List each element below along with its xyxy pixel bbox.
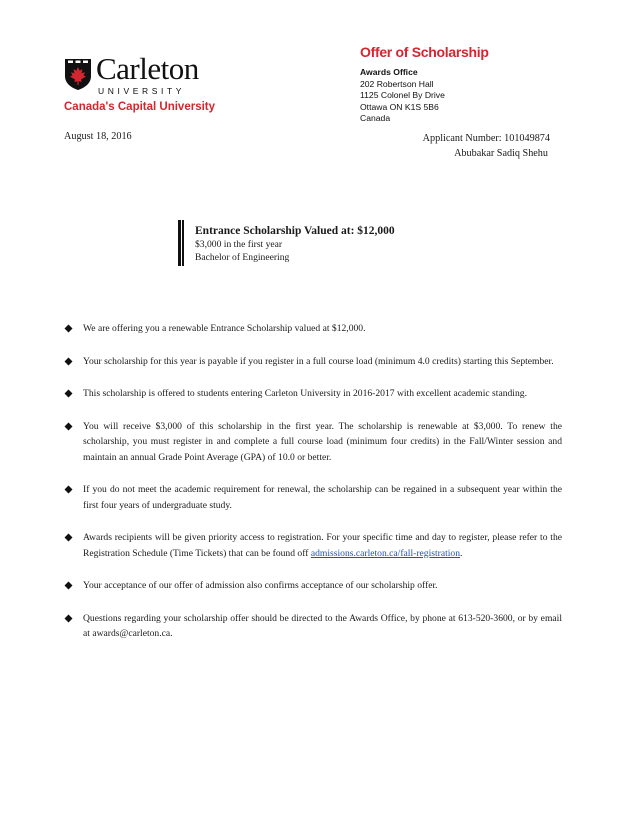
office-name: Awards Office bbox=[360, 67, 418, 77]
list-item-text: Your scholarship for this year is payable if you register in a full course load (minimum 4.0 credits) starting this September. bbox=[83, 355, 554, 367]
address-line: Ottawa ON K1S 5B6 bbox=[360, 101, 439, 112]
applicant-name: Abubakar Sadiq Shehu bbox=[454, 148, 548, 159]
address-line: 202 Robertson Hall bbox=[360, 78, 434, 89]
list-item-text: If you do not meet the academic requirement for renewal, the scholarship can be regained in a subsequent year within the first four years of undergraduate study. bbox=[83, 484, 562, 511]
office-address bbox=[360, 67, 445, 125]
list-item bbox=[64, 354, 562, 370]
letter-date: August 18, 2016 bbox=[64, 131, 132, 142]
scholarship-title: Entrance Scholarship Valued at: $12,000 bbox=[195, 225, 395, 237]
applicant-block bbox=[423, 131, 550, 161]
list-item bbox=[64, 419, 562, 466]
logo-university: UNIVERSITY bbox=[98, 86, 186, 96]
diamond-bullet-icon bbox=[64, 581, 73, 590]
summary-bar bbox=[178, 220, 184, 266]
logo-name: Carleton bbox=[96, 51, 199, 86]
list-item-text: Your acceptance of our offer of admission also confirms acceptance of our scholarship offer. bbox=[83, 580, 438, 591]
maple-leaf-crest-icon bbox=[64, 58, 92, 91]
carleton-logo bbox=[64, 51, 224, 117]
list-item bbox=[64, 482, 562, 513]
diamond-bullet-icon bbox=[64, 533, 73, 542]
diamond-bullet-icon bbox=[64, 422, 73, 431]
address-line: 1125 Colonel By Drive bbox=[360, 90, 445, 100]
diamond-bullet-icon bbox=[64, 614, 73, 623]
diamond-bullet-icon bbox=[64, 324, 73, 333]
terms-list bbox=[64, 321, 562, 659]
address-line: Canada bbox=[360, 113, 391, 123]
applicant-number: Applicant Number: 101049874 bbox=[422, 133, 550, 144]
list-item-text: Questions regarding your scholarship offer should be directed to the Awards Office, by phone at 613-520-3600, or by email at awards@carleton.ca. bbox=[83, 612, 562, 639]
list-item-text: We are offering you a renewable Entrance Scholarship valued at $12,000. bbox=[83, 323, 366, 334]
scholarship-program: Bachelor of Engineering bbox=[195, 252, 290, 263]
list-item-text: This scholarship is offered to students entering Carleton University in 2016-2017 with excellent academic standing. bbox=[83, 388, 527, 399]
list-item-text: Awards recipients will be given priority access to registration. For your specific time and day to register, please refer to the Registration Schedule (Time Tickets) that can be found off bbox=[83, 532, 562, 559]
diamond-bullet-icon bbox=[64, 357, 73, 366]
list-item bbox=[64, 386, 562, 402]
list-item bbox=[64, 530, 562, 561]
summary-text bbox=[195, 224, 395, 264]
scholarship-first-year: $3,000 in the first year bbox=[195, 239, 283, 250]
diamond-bullet-icon bbox=[64, 389, 73, 398]
list-item-end: . bbox=[460, 547, 463, 559]
registration-link[interactable]: admissions.carleton.ca/fall-registration bbox=[310, 547, 461, 559]
list-item-text: You will receive $3,000 of this scholarship in the first year. The scholarship is renewable at $3,000. To renew the scholarship, you must register in and complete a full course load (minimum four credits) in the Fall/Winter session and maintain an annual Grade Point Average (GPA) of 10.0 or better. bbox=[83, 420, 562, 463]
list-item bbox=[64, 578, 562, 594]
list-item bbox=[64, 611, 562, 642]
offer-title: Offer of Scholarship bbox=[360, 44, 489, 60]
list-item bbox=[64, 321, 562, 337]
diamond-bullet-icon bbox=[64, 485, 73, 494]
logo-tagline: Canada's Capital University bbox=[64, 101, 216, 113]
